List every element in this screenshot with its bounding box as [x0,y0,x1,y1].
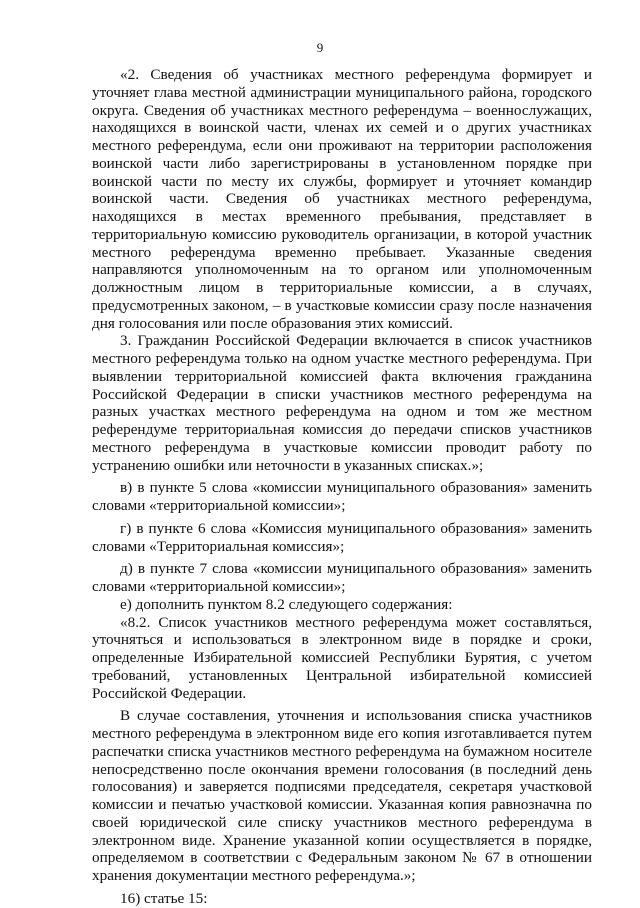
paragraph-subitem-v: в) в пункте 5 слова «комиссии муниципального образования» заменить словами «территориальной комиссии»; [92,479,592,514]
paragraph-item-8-2: «8.2. Список участников местного референдума может составляться, уточняться и использоваться в электронном виде в порядке и сроки, определенные Избирательной комиссией Республики Бурятия, с учетом требований, установленных Центральной избирательной комиссией Российской Федерации. [92,613,592,702]
paragraph-item-2: «2. Сведения об участниках местного референдума формирует и уточняет глава местной администрации муниципального района, городского округа. Сведения об участниках местного референдума – военнослужащих, находящихся в воинской части, членах их семей и о других участниках местного референдума, если они проживают на территории расположения воинской части либо зарегистрированы в установленном порядке при воинской части по месту их службы, формирует и уточняет командир воинской части. Сведения об участниках местного референдума, находящихся в местах временного пребывания, представляет в территориальную комиссию руководитель организации, в которой участник местного референдума временно пребывает. Указанные сведения направляются уполномоченным на то органом или уполномоченным должностным лицом в территориальные комиссии, а в случаях, предусмотренных законом, – в участковые комиссии сразу после назначения дня голосования или после образования этих комиссий. [92,66,592,332]
paragraph-subitem-g: г) в пункте 6 слова «Комиссия муниципального образования» заменить словами «Территориальная комиссия»; [92,519,592,555]
paragraph-subitem-d: д) в пункте 7 слова «комиссии муниципального образования» заменить словами «территориальной комиссии»; [92,560,592,595]
paragraph-article-15: 16) статье 15: [120,889,208,907]
paragraph-item-3: 3. Гражданин Российской Федерации включается в список участников местного референдума только на одном участке местного референдума. При выявлении территориальной комиссией факта включения гражданина Российской Федерации в списки участников местного референдума на разных участках местного референдума на одном и том же местном референдуме территориальная комиссия до передачи списков участников местного референдума в участковые комиссии проводит работу по устранению ошибки или неточности в указанных списках.»; [92,332,592,474]
page-number: 9 [316,40,324,55]
paragraph-subitem-e: е) дополнить пунктом 8.2 следующего содержания: [120,595,453,613]
paragraph-electronic-copy: В случае составления, уточнения и использования списка участников местного референдума в электронном виде его копия изготавливается путем распечатки списка участников местного референдума на бумажном носителе непосредственно после окончания времени голосования (в последний день голосования) и заверяется подписями председателя, секретаря участковой комиссии и печатью участковой комиссии. Указанная копия равнозначна по своей юридической силе списку участников местного референдума в электронном виде. Хранение указанной копии осуществляется в порядке, определяемом в соответствии с Федеральным законом № 67 в отношении хранения документации местного референдума.»; [92,707,592,884]
document-body [92,66,592,908]
